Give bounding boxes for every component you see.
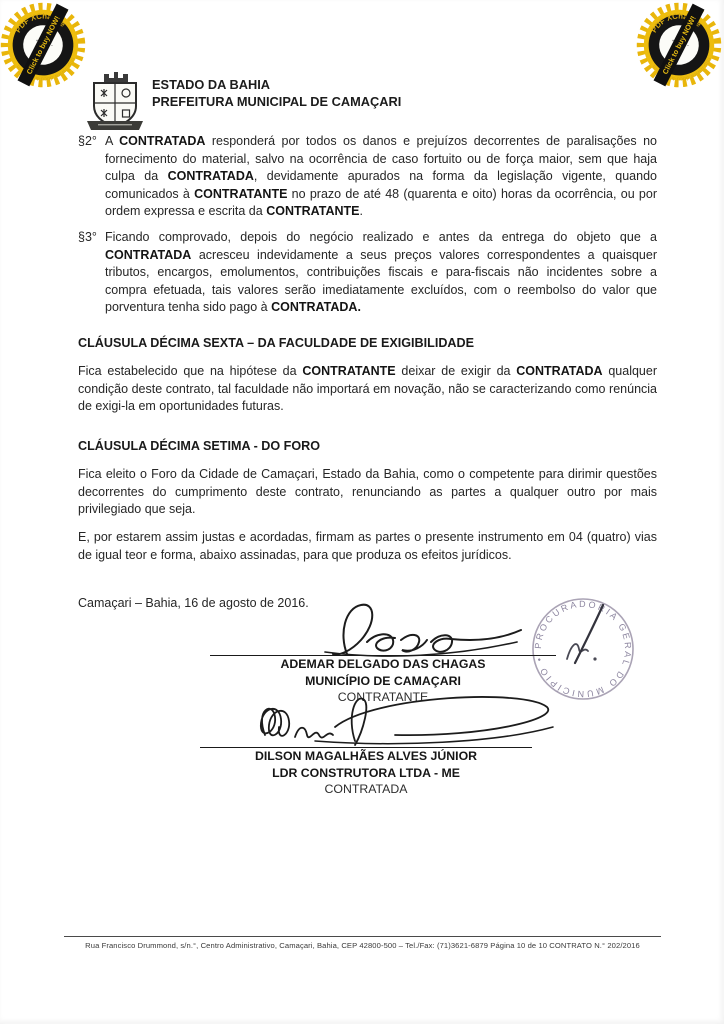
- paragraph-2-text: A CONTRATADA responderá por todos os danos e prejuízos decorrentes de paralisações no fornecimento do material, salvo na ocorrência de caso fortuito ou de força maior, sem que haja culpa da CONTRATADA, devidamente apurados na forma da legislação vigente, quando comunicados à CONTRATANTE no prazo de até 48 (quarenta e oito) horas da ocorrência, ou por ordem expressa e escrita da CONTRATANTE.: [105, 134, 658, 218]
- clause-16-text: Fica estabelecido que na hipótese da CONTRATANTE deixar de exigir da CONTRATADA qualquer condição deste contrato, tal faculdade não importará em novação, não se caracterizando como renúncia de exigi-la em oportunidades futuras.: [78, 364, 658, 413]
- pdf-xchange-watermark-stamp[interactable]: [0, 1, 87, 89]
- clause-16-title: CLÁUSULA DÉCIMA SEXTA – DA FACULDADE DE EXIGIBILIDADE: [78, 336, 475, 350]
- coat-of-arms-icon: [80, 70, 150, 132]
- clause-17-title: CLÁUSULA DÉCIMA SETIMA - DO FORO: [78, 439, 321, 453]
- footer-divider: [64, 936, 661, 937]
- paragraph-3-text: Ficando comprovado, depois do negócio realizado e antes da entrega do objeto que a CONTRATADA acresceu indevidamente a seus preços valores correspondentes a quaisquer tributos, encargos, emolumentos, contribuições fiscais e para-fiscais não incidentes sobre a compra efetuada, tais valores serão imediatamente excluídos, com o reembolso do valor que porventura tenha sido pago à CONTRATADA.: [105, 230, 657, 314]
- paragraph-3: [78, 229, 657, 317]
- signer-name: ADEMAR DELGADO DAS CHAGAS: [280, 657, 486, 671]
- paragraph-3-label: §3°: [78, 230, 97, 244]
- footer-address-line: Rua Francisco Drummond, s/n.°, Centro Administrativo, Camaçari, Bahia, CEP 42800-500 – Tel./Fax: (71)3621-6879 Página 10 de 10 CONTRATO N.° 202/2016: [85, 941, 640, 950]
- signer-role: CONTRATADA: [324, 782, 408, 796]
- signature-block-contratante: [210, 655, 556, 706]
- stamp-arc-text: PROCURADORIA GERAL DO MUNICÍPIO •: [532, 598, 634, 700]
- signer-org: MUNICÍPIO DE CAMAÇARI: [305, 673, 461, 688]
- clause-17-text: Fica eleito o Foro da Cidade de Camaçari, Estado da Bahia, como o competente para dirimir questões decorrentes do cumprimento deste contrato, renunciando as partes a qualquer outro por mais privilegiado que seja.: [78, 467, 657, 516]
- signature-block-contratada: [200, 747, 532, 798]
- org-name-line2: PREFEITURA MUNICIPAL DE CAMAÇARI: [152, 93, 402, 109]
- letterhead: [152, 77, 401, 110]
- signer-name: DILSON MAGALHÃES ALVES JÚNIOR: [254, 749, 478, 763]
- closing-paragraph: E, por estarem assim justas e acordadas, firmam as partes o presente instrumento em 04 (quatro) vias de igual teor e forma, abaixo assinadas, para que produza os efeitos jurídicos.: [78, 530, 657, 562]
- pdf-xchange-watermark-stamp[interactable]: [635, 1, 723, 89]
- signer-org: LDR CONSTRUTORA LTDA - ME: [272, 765, 460, 780]
- paragraph-2-label: §2°: [78, 134, 97, 148]
- paragraph-2: [78, 133, 657, 221]
- date-line: Camaçari – Bahia, 16 de agosto de 2016.: [78, 596, 309, 610]
- org-name-line1: ESTADO DA BAHIA: [152, 77, 271, 92]
- signer-role: CONTRATANTE: [337, 690, 429, 704]
